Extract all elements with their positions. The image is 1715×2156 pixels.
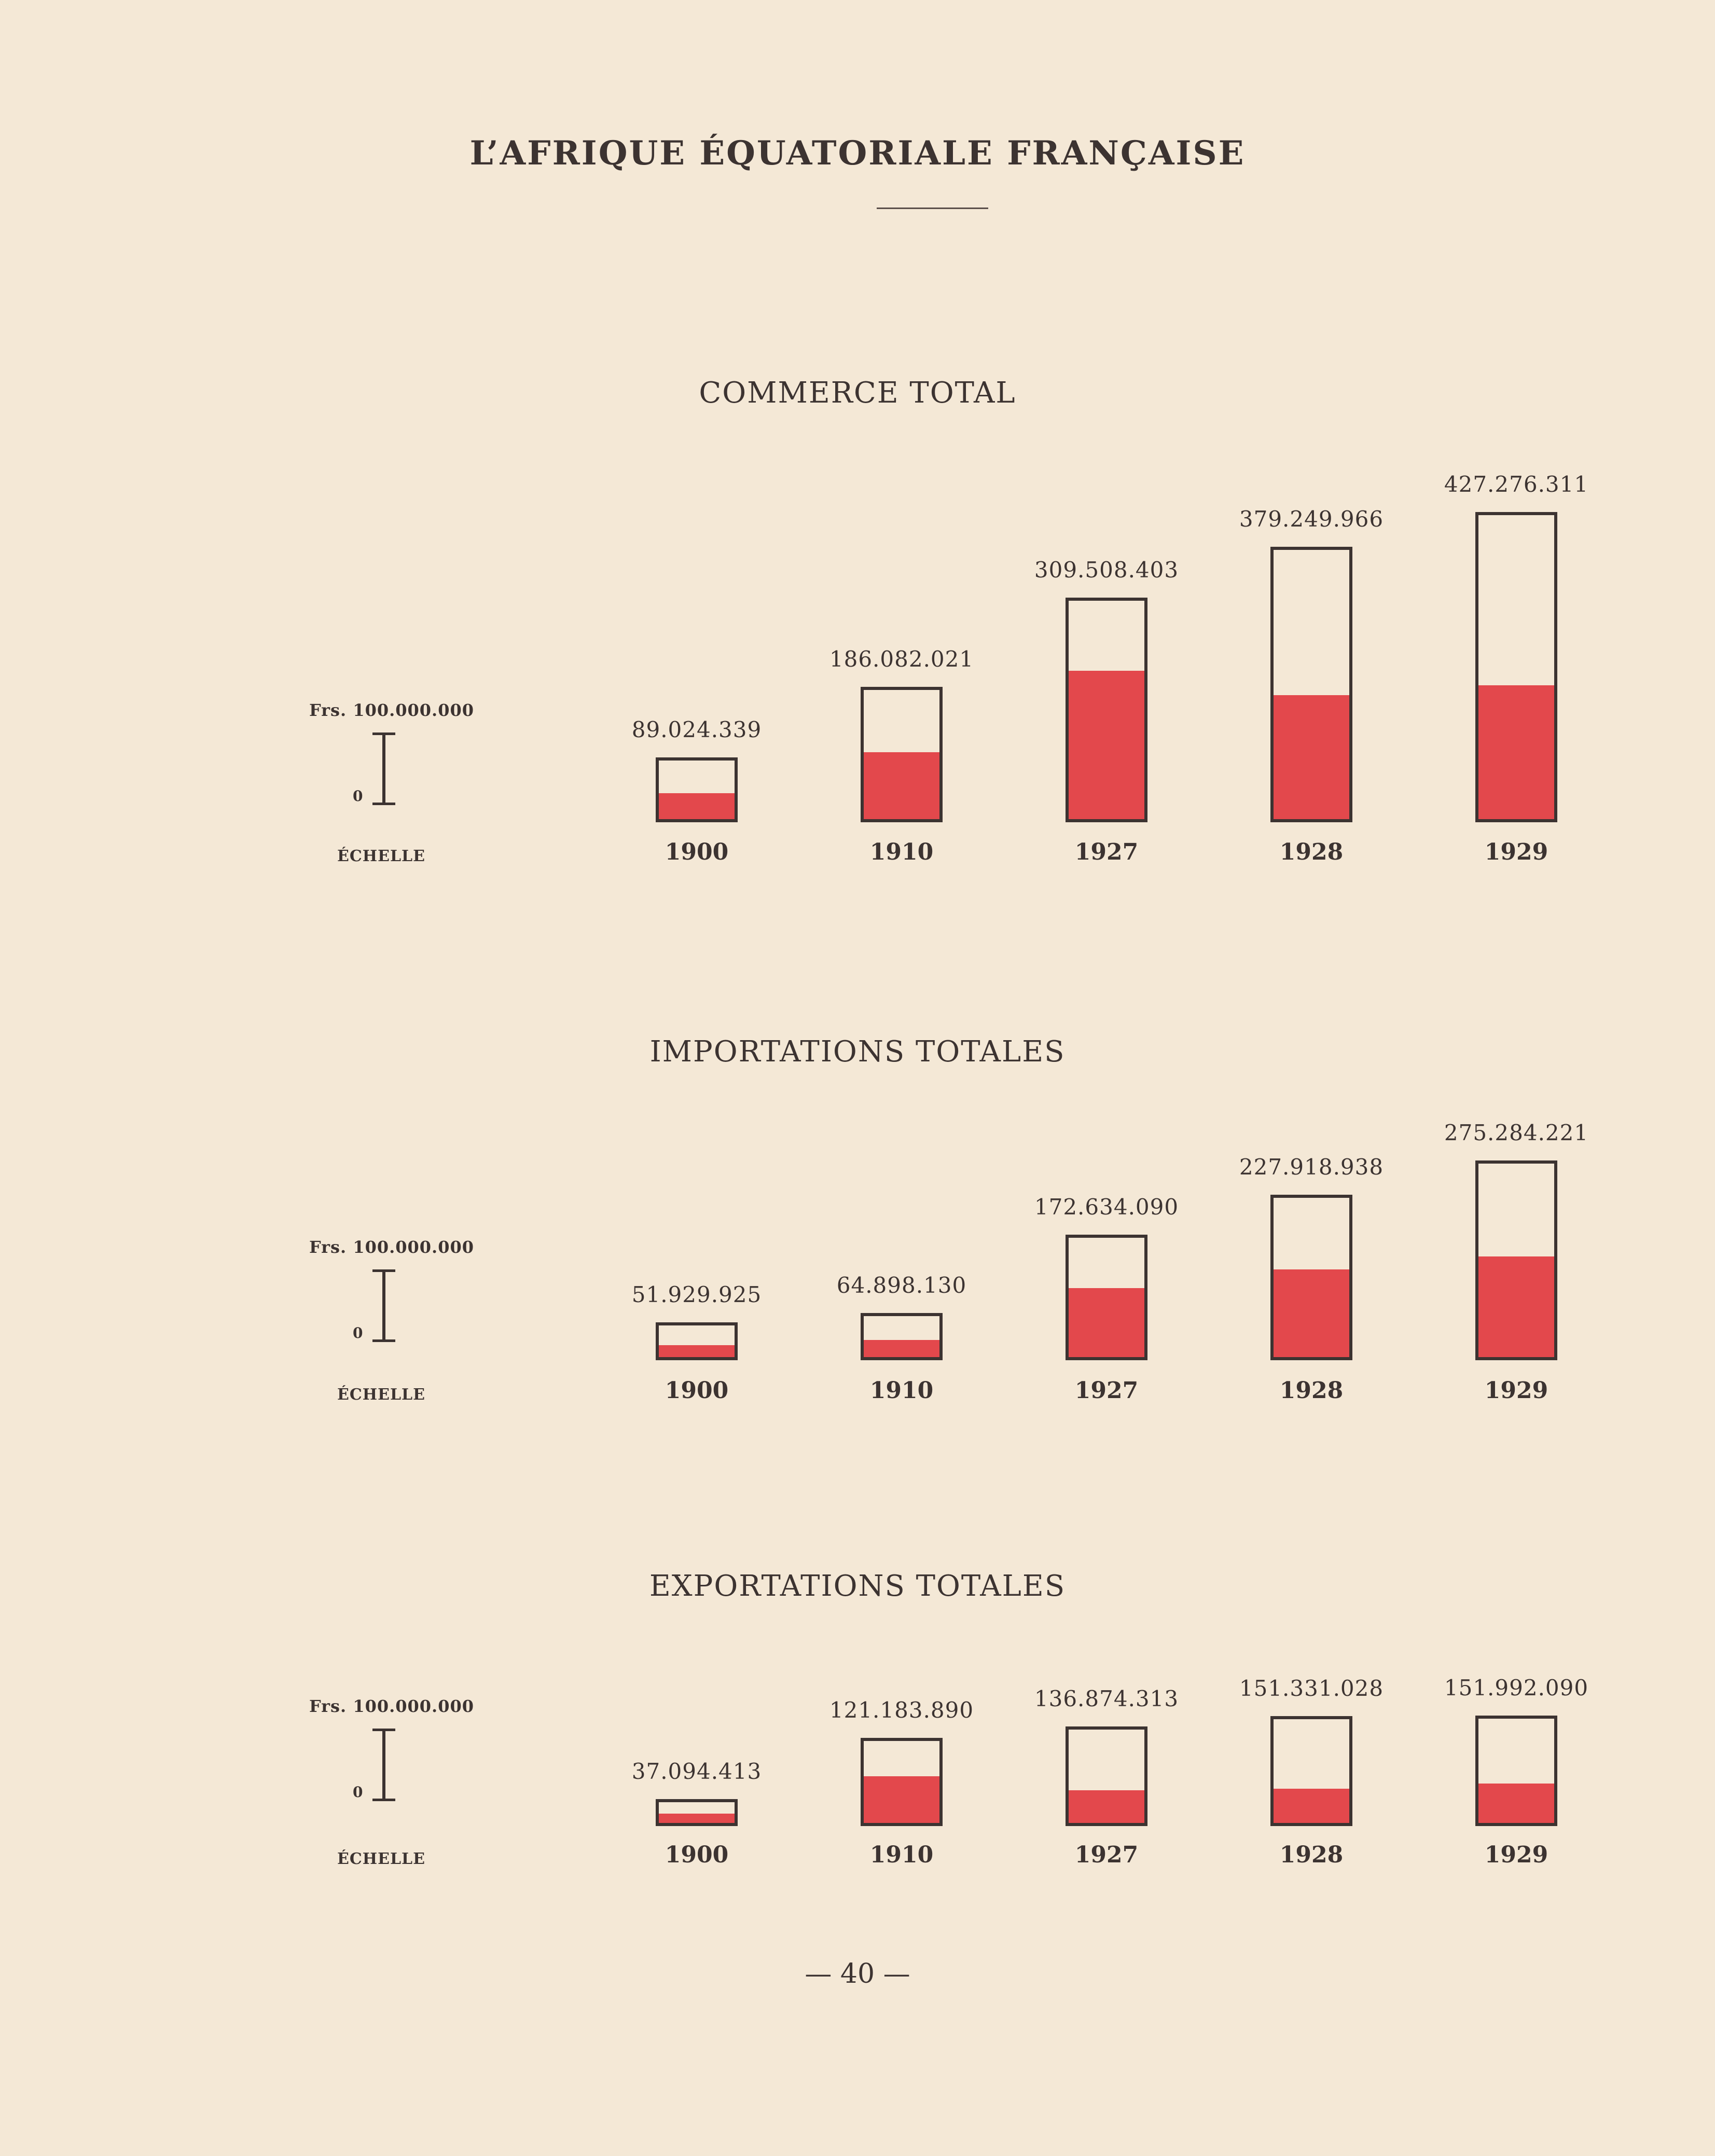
bar-value-label: 136.874.313	[1034, 1686, 1179, 1711]
bar-year-label: 1927	[1074, 1377, 1139, 1404]
bar-year-label: 1929	[1484, 1377, 1548, 1404]
bar-fill-1910	[864, 1340, 939, 1357]
bar-fill-1928	[1274, 1269, 1349, 1357]
scale-bar-stem	[382, 1729, 385, 1801]
page-number: — 40 —	[805, 1958, 910, 1989]
bar-value-label: 151.992.090	[1444, 1675, 1589, 1701]
bar-1927	[1066, 598, 1147, 822]
scale-amount-label: Frs. 100.000.000	[309, 1696, 474, 1716]
bar-1928	[1270, 1716, 1352, 1826]
bar-fill-1928	[1274, 1789, 1349, 1823]
chart-title: EXPORTATIONS TOTALES	[649, 1569, 1066, 1603]
bar-value-label: 275.284.221	[1444, 1120, 1589, 1145]
bar-fill-1929	[1478, 685, 1554, 819]
bar-fill-1910	[864, 1776, 939, 1823]
bar-value-label: 151.331.028	[1239, 1676, 1384, 1701]
scale-caption: ÉCHELLE	[337, 1850, 426, 1868]
bar-1910	[861, 1313, 943, 1360]
scale-caption: ÉCHELLE	[337, 1386, 426, 1404]
bar-1910	[861, 687, 943, 822]
scale-zero-label: 0	[353, 1324, 363, 1342]
scale-bar-bottom-cap	[372, 1339, 395, 1342]
bar-year-label: 1910	[869, 1377, 934, 1404]
scale-amount-label: Frs. 100.000.000	[309, 700, 474, 720]
bar-value-label: 172.634.090	[1034, 1194, 1179, 1220]
scale-bar	[372, 733, 395, 805]
bar-fill-1910	[864, 752, 939, 819]
scale-zero-label: 0	[353, 787, 363, 805]
bar-year-label: 1928	[1279, 1842, 1344, 1868]
scale-caption: ÉCHELLE	[337, 847, 426, 865]
bar-value-label: 121.183.890	[829, 1697, 974, 1723]
bar-year-label: 1900	[665, 1377, 729, 1404]
bar-year-label: 1900	[665, 839, 729, 865]
bar-value-label: 379.249.966	[1239, 506, 1384, 532]
chart-title: COMMERCE TOTAL	[699, 376, 1016, 410]
bar-year-label: 1910	[869, 839, 934, 865]
page-title: L’AFRIQUE ÉQUATORIALE FRANÇAISE	[469, 134, 1246, 173]
bar-1927	[1066, 1726, 1147, 1826]
bar-year-label: 1929	[1484, 1842, 1548, 1868]
bar-1928	[1270, 1195, 1352, 1360]
title-rule	[877, 208, 988, 209]
bar-1900	[656, 757, 738, 822]
bar-value-label: 37.094.413	[631, 1759, 762, 1784]
scale-bar	[372, 1269, 395, 1342]
scale-bar-bottom-cap	[372, 803, 395, 805]
bar-fill-1927	[1069, 1790, 1144, 1823]
chart-title: IMPORTATIONS TOTALES	[649, 1035, 1066, 1069]
bar-value-label: 309.508.403	[1034, 557, 1179, 583]
scale-bar-stem	[382, 1269, 385, 1342]
bar-fill-1900	[659, 1814, 735, 1823]
scale-zero-label: 0	[353, 1784, 363, 1801]
bar-1910	[861, 1738, 943, 1826]
scale-amount-label: Frs. 100.000.000	[309, 1237, 474, 1257]
bar-1929	[1475, 512, 1557, 822]
bar-year-label: 1900	[665, 1842, 729, 1868]
bar-year-label: 1928	[1279, 839, 1344, 865]
bar-fill-1929	[1478, 1784, 1554, 1823]
bar-1929	[1475, 1716, 1557, 1826]
scale-bar-stem	[382, 733, 385, 805]
bar-1929	[1475, 1160, 1557, 1360]
bar-year-label: 1910	[869, 1842, 934, 1868]
bar-year-label: 1927	[1074, 1842, 1139, 1868]
bar-value-label: 186.082.021	[829, 646, 974, 672]
bar-fill-1928	[1274, 695, 1349, 819]
bar-fill-1900	[659, 1345, 735, 1357]
bar-year-label: 1928	[1279, 1377, 1344, 1404]
bar-value-label: 51.929.925	[631, 1282, 762, 1307]
bar-value-label: 64.898.130	[836, 1273, 967, 1298]
bar-fill-1929	[1478, 1256, 1554, 1357]
bar-year-label: 1927	[1074, 839, 1139, 865]
bar-1927	[1066, 1235, 1147, 1360]
bar-fill-1927	[1069, 671, 1144, 819]
bar-fill-1900	[659, 793, 735, 819]
scale-bar-bottom-cap	[372, 1799, 395, 1801]
bar-fill-1927	[1069, 1288, 1144, 1357]
scale-bar	[372, 1729, 395, 1801]
bar-1928	[1270, 547, 1352, 822]
bar-year-label: 1929	[1484, 839, 1548, 865]
bar-1900	[656, 1322, 738, 1360]
bar-1900	[656, 1799, 738, 1826]
bar-value-label: 227.918.938	[1239, 1154, 1384, 1180]
bar-value-label: 427.276.311	[1444, 472, 1589, 497]
bar-value-label: 89.024.339	[631, 717, 762, 742]
